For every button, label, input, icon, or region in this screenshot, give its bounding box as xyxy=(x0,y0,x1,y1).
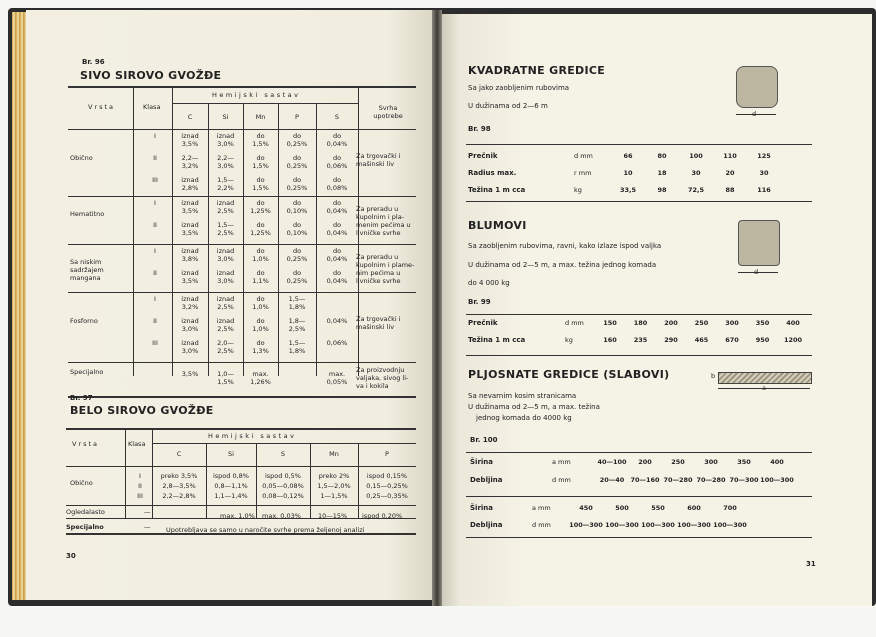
value-cell: 33,5 xyxy=(619,186,637,194)
t1-cell: do 0,10% xyxy=(286,221,308,237)
t1-cell: 2,2— 3,0% xyxy=(217,154,234,170)
t1-cell: 2,2— 3,2% xyxy=(181,154,199,170)
t1-cell: do 0,04% xyxy=(326,199,348,215)
row-unit: d mm xyxy=(552,476,571,484)
t2-col-header: P xyxy=(385,450,389,458)
row-unit: kg xyxy=(565,336,573,344)
t1-cell: do 1,25% xyxy=(250,221,271,237)
row-unit: r mm xyxy=(574,169,592,177)
value-cell: 100—300 xyxy=(641,521,675,529)
title-belo-sirovo: BELO SIROVO GVOŽĐE xyxy=(70,404,214,417)
kv-figure-label: d xyxy=(752,110,757,118)
value-cell: 465 xyxy=(694,336,709,344)
br97-label: Br. 97 xyxy=(70,394,93,402)
t2-col-header: Mn xyxy=(329,450,339,458)
t2-header-hemijski: Hemijski sastav xyxy=(208,432,297,440)
value-cell: 66 xyxy=(623,152,633,160)
value-cell: 1200 xyxy=(783,336,803,344)
t1-cell: iznad 3,5% xyxy=(181,199,199,215)
value-cell: 110 xyxy=(723,152,737,160)
t1-col-header: Si xyxy=(222,113,229,121)
t1-cell: do 1,25% xyxy=(250,199,271,215)
t1-row-name: Sa niskim sadržajem mangana xyxy=(70,258,104,282)
t1-col-header: Mn xyxy=(255,113,266,121)
t1-cell: iznad 2,5% xyxy=(216,317,235,333)
t2-row-obicno: Obično xyxy=(70,479,93,487)
row-label: Težina 1 m cca xyxy=(468,186,526,194)
t1-cell: do 1,5% xyxy=(252,154,269,170)
value-cell: 235 xyxy=(633,336,648,344)
value-cell: 250 xyxy=(671,458,685,466)
t1-header-hemijski: Hemijski sastav xyxy=(212,91,301,99)
value-cell: 100—300 xyxy=(713,521,747,529)
t1-cell: do 0,25% xyxy=(286,132,308,148)
pl-figure-label-a: a xyxy=(762,384,766,392)
value-cell: 300 xyxy=(725,319,739,327)
t2-header-vrsta: Vrsta xyxy=(72,440,100,448)
t2-cell: ispod 0,8% xyxy=(212,472,249,480)
t1-cell: do 1,0% xyxy=(252,317,269,333)
title-kvadratne: KVADRATNE GREDICE xyxy=(468,64,606,77)
t2-cell: 1,5—2,0% xyxy=(317,482,351,490)
t1-row-klasa: II xyxy=(153,221,157,229)
t1-cell: iznad 3,8% xyxy=(181,247,199,263)
t1-row-klasa: II xyxy=(153,317,157,325)
t1-cell: 1,5— 1,8% xyxy=(288,339,306,355)
kv-subtitle-1: Sa jako zaobljenim rubovima xyxy=(468,84,570,92)
t1-row-klasa: I xyxy=(154,132,156,140)
t1-cell: do 0,04% xyxy=(326,247,348,263)
t1-cell: do 1,0% xyxy=(252,295,269,311)
pl-subtitle-2: U dužinama od 2—5 m, a max. težina xyxy=(468,403,600,411)
bl-figure-label: d xyxy=(754,268,759,276)
page-number-left: 30 xyxy=(66,552,76,560)
t1-row-klasa: III xyxy=(152,176,158,184)
t1-cell: iznad 3,5% xyxy=(181,269,199,285)
t1-cell: do 0,10% xyxy=(286,199,308,215)
page-number-right: 31 xyxy=(806,560,816,568)
t2-cell: 0,8—1,1% xyxy=(214,482,248,490)
t1-cell: iznad 2,5% xyxy=(216,199,235,215)
t1-cell: iznad 2,8% xyxy=(181,176,199,192)
t1-col-header: P xyxy=(295,113,299,121)
t2-row-klasa: I xyxy=(139,472,141,480)
value-cell: 350 xyxy=(755,319,770,327)
value-cell: 70—280 xyxy=(663,476,693,484)
value-cell: 70—280 xyxy=(696,476,726,484)
t1-header-vrsta: Vrsta xyxy=(88,103,116,111)
page-edges xyxy=(12,12,26,600)
t1-row-name: Specijalno xyxy=(70,368,104,376)
t1-cell: 1,5— 1,8% xyxy=(288,295,306,311)
t2-ogledalasto-dash: — xyxy=(144,508,151,516)
t1-cell: iznad 3,5% xyxy=(181,132,199,148)
t1-cell: do 0,25% xyxy=(286,247,308,263)
book-gutter xyxy=(432,10,442,606)
bloom-figure xyxy=(738,220,780,266)
t1-cell: 1,0— 1,5% xyxy=(217,370,234,386)
bl-subtitle-2: U dužinama od 2—5 m, a max. težina jednog komada xyxy=(468,261,657,269)
t2-col-header: C xyxy=(176,450,182,458)
t1-cell: 1,5— 2,2% xyxy=(217,176,234,192)
t1-cell: iznad 3,0% xyxy=(216,247,235,263)
t1-cell: iznad 3,0% xyxy=(216,132,235,148)
value-cell: 550 xyxy=(651,504,665,512)
value-cell: 250 xyxy=(694,319,709,327)
t2-cell: preko 3,5% xyxy=(160,472,198,480)
t1-cell: 2,0— 2,5% xyxy=(217,339,234,355)
row-unit: kg xyxy=(574,186,582,194)
t1-cell: iznad 2,5% xyxy=(216,295,235,311)
value-cell: 70—300 xyxy=(729,476,759,484)
t1-cell: iznad 3,5% xyxy=(181,221,199,237)
t1-row-svrha: Za proizvodnju valjaka, sivog li- va i kokila xyxy=(356,366,409,390)
t1-cell: do 1,0% xyxy=(252,247,269,263)
value-cell: 125 xyxy=(757,152,771,160)
value-cell: 40—100 xyxy=(597,458,627,466)
slab-figure xyxy=(718,372,812,384)
row-label: Prečnik xyxy=(468,319,498,327)
value-cell: 18 xyxy=(657,169,667,177)
row-label: Prečnik xyxy=(468,152,498,160)
value-cell: 400 xyxy=(786,319,800,327)
t1-cell: do 1,5% xyxy=(252,132,269,148)
title-sivo-sirovo: SIVO SIROVO GVOŽĐE xyxy=(80,69,222,82)
value-cell: 150 xyxy=(603,319,617,327)
br100-label: Br. 100 xyxy=(470,436,498,444)
bl-subtitle-1: Sa zaobljenim rubovima, ravni, kako izlaze ispod valjka xyxy=(468,242,662,250)
value-cell: 200 xyxy=(664,319,678,327)
value-cell: 100—300 xyxy=(569,521,603,529)
t2-specijalno-dash: — xyxy=(144,523,151,531)
t1-row-klasa: II xyxy=(153,154,157,162)
t2-cell: ispod 0,15% xyxy=(366,472,408,480)
value-cell: 30 xyxy=(759,169,769,177)
t2-header-klasa: Klasa xyxy=(128,440,146,448)
t1-row-name: Fosforno xyxy=(70,317,98,325)
t1-cell: do 0,04% xyxy=(326,269,348,285)
value-cell: 100 xyxy=(689,152,703,160)
t2-row-ogledalasto: Ogledalasto xyxy=(66,508,105,516)
title-pljosnate: PLJOSNATE GREDICE (SLABOVI) xyxy=(468,368,670,381)
t1-row-klasa: I xyxy=(154,295,156,303)
t1-cell: max. 0,05% xyxy=(326,370,348,386)
t1-row-klasa: I xyxy=(154,199,156,207)
t2-cell: 1—1,5% xyxy=(320,492,348,500)
title-blumovi: BLUMOVI xyxy=(468,219,527,232)
value-cell: 100—300 xyxy=(677,521,711,529)
t2-ogl-mn: 10—15% xyxy=(318,512,348,520)
value-cell: 180 xyxy=(633,319,648,327)
t1-row-svrha: Za trgovački i mašinski liv xyxy=(356,315,401,331)
t1-cell: do 0,08% xyxy=(326,176,348,192)
value-cell: 20—40 xyxy=(599,476,625,484)
t2-ogl-si: max. 1,0% xyxy=(220,512,255,520)
t1-cell: iznad 3,0% xyxy=(181,339,199,355)
row-label: Širina xyxy=(470,504,493,512)
t2-cell: 1,1—1,4% xyxy=(214,492,248,500)
t2-cell: 0,25—0,35% xyxy=(366,492,408,500)
t1-cell: do 0,25% xyxy=(286,154,308,170)
br98-label: Br. 98 xyxy=(468,125,491,133)
value-cell: 500 xyxy=(615,504,629,512)
t1-header-klasa: Klasa xyxy=(143,103,161,111)
t1-row-svrha: Za trgovački i mašinski liv xyxy=(356,152,401,168)
value-cell: 98 xyxy=(657,186,667,194)
t1-row-name: Hematitno xyxy=(70,210,105,218)
value-cell: 70—160 xyxy=(630,476,660,484)
row-unit: d mm xyxy=(532,521,551,529)
t1-row-klasa: III xyxy=(152,339,158,347)
value-cell: 72,5 xyxy=(687,186,705,194)
value-cell: 450 xyxy=(579,504,593,512)
t2-cell: ispod 0,5% xyxy=(264,472,301,480)
row-unit: d mm xyxy=(565,319,584,327)
t1-cell: do 0,25% xyxy=(286,176,308,192)
t1-row-klasa: I xyxy=(154,247,156,255)
t1-cell: 1,5— 2,5% xyxy=(217,221,234,237)
t1-cell: 3,5% xyxy=(181,370,199,378)
pl-subtitle-1: Sa nevarnim kosim stranicama xyxy=(468,392,577,400)
value-cell: 10 xyxy=(623,169,633,177)
t1-col-header: S xyxy=(334,113,340,121)
square-billet-figure xyxy=(736,66,778,108)
value-cell: 950 xyxy=(755,336,770,344)
t1-row-klasa: II xyxy=(153,269,157,277)
value-cell: 80 xyxy=(657,152,667,160)
t1-row-svrha: Za preradu u kupolnim i plame- nim pećima u livničke svrhe xyxy=(356,253,415,285)
value-cell: 160 xyxy=(603,336,617,344)
br99-label: Br. 99 xyxy=(468,298,491,306)
row-unit: d mm xyxy=(574,152,593,160)
t1-col-header: C xyxy=(187,113,193,121)
value-cell: 200 xyxy=(638,458,652,466)
bl-subtitle-3: do 4 000 kg xyxy=(468,279,510,287)
value-cell: 700 xyxy=(723,504,737,512)
row-label: Debljina xyxy=(470,521,503,529)
value-cell: 100—300 xyxy=(760,476,794,484)
t2-ogl-s: max. 0,03% xyxy=(262,512,301,520)
t2-cell: 0,15—0,25% xyxy=(366,482,408,490)
kv-subtitle-2: U dužinama od 2—6 m xyxy=(468,102,548,110)
t1-cell: iznad 3,2% xyxy=(181,295,199,311)
t1-cell: max. 1,26% xyxy=(250,370,271,386)
t1-cell: do 0,04% xyxy=(326,221,348,237)
t1-cell: do 1,5% xyxy=(252,176,269,192)
t1-cell: 0,04% xyxy=(326,317,348,325)
row-label: Debljina xyxy=(470,476,503,484)
t2-col-header: S xyxy=(280,450,286,458)
value-cell: 116 xyxy=(757,186,771,194)
row-label: Radius max. xyxy=(468,169,517,177)
row-label: Težina 1 m cca xyxy=(468,336,526,344)
t1-cell: 0,06% xyxy=(326,339,348,347)
t2-cell: 0,08—0,12% xyxy=(262,492,304,500)
value-cell: 400 xyxy=(770,458,784,466)
t1-cell: do 0,04% xyxy=(326,132,348,148)
t2-ogl-p: ispod 0,20% xyxy=(362,512,403,520)
t2-cell: 2,2—2,8% xyxy=(162,492,196,500)
row-unit: a mm xyxy=(532,504,551,512)
value-cell: 350 xyxy=(737,458,751,466)
t1-cell: do 1,1% xyxy=(252,269,269,285)
t2-cell: 0,05—0,08% xyxy=(262,482,304,490)
t2-specijalno-text: Upotrebljava se samo u naročite svrhe prema željenoj analizi xyxy=(166,526,365,534)
t1-cell: do 0,25% xyxy=(286,269,308,285)
row-label: Širina xyxy=(470,458,493,466)
t2-cell: 2,8—3,5% xyxy=(162,482,196,490)
t2-row-klasa: III xyxy=(137,492,143,500)
t1-header-svrha: Svrha upotrebe xyxy=(373,104,403,120)
t2-row-specijalno: Specijalno xyxy=(66,523,104,531)
value-cell: 300 xyxy=(704,458,718,466)
pl-figure-label-b: b xyxy=(711,372,716,380)
t1-cell: iznad 3,0% xyxy=(181,317,199,333)
t2-row-klasa: II xyxy=(138,482,142,490)
t1-cell: do 1,3% xyxy=(252,339,269,355)
br96-label: Br. 96 xyxy=(82,58,105,66)
pl-subtitle-3: jednog komada do 4000 kg xyxy=(476,414,572,422)
value-cell: 100—300 xyxy=(605,521,639,529)
t1-cell: 1,8— 2,5% xyxy=(288,317,306,333)
value-cell: 670 xyxy=(725,336,739,344)
t2-cell: preko 2% xyxy=(318,472,350,480)
t1-row-svrha: Za preradu u kupolnim i pla- menim pećima u livničke svrhe xyxy=(356,205,411,237)
row-unit: a mm xyxy=(552,458,571,466)
value-cell: 290 xyxy=(664,336,678,344)
value-cell: 30 xyxy=(691,169,701,177)
t1-cell: do 0,06% xyxy=(326,154,348,170)
value-cell: 88 xyxy=(725,186,735,194)
t1-row-name: Obično xyxy=(70,154,93,162)
t2-col-header: Si xyxy=(228,450,234,458)
t1-cell: iznad 3,0% xyxy=(216,269,235,285)
value-cell: 20 xyxy=(725,169,735,177)
value-cell: 600 xyxy=(687,504,701,512)
